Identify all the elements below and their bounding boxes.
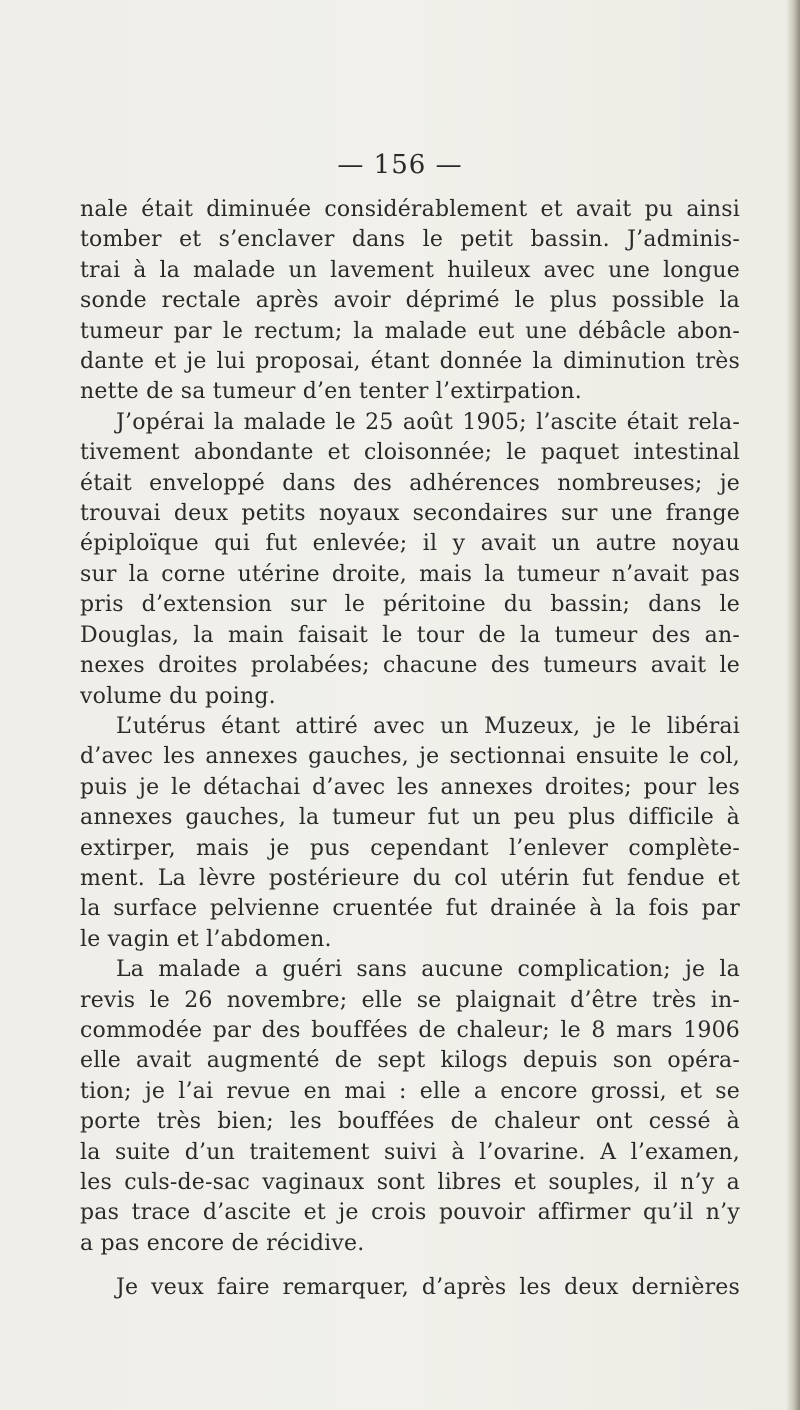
body-text <box>80 195 740 1304</box>
text-line: commodée par des bouffées de chaleur; le 8 mars 1906 <box>80 1017 740 1043</box>
text-line: les culs-de-sac vaginaux sont libres et souples, il n’y a <box>80 1170 740 1195</box>
text-line: épiploïque qui fut enlevée; il y avait un autre noyau <box>80 531 740 557</box>
text-line: J’opérai la malade le 25 août 1905; l’ascite était rela- <box>116 409 740 435</box>
paragraph-gap <box>80 1259 740 1273</box>
text-line: était enveloppé dans des adhérences nombreuses; je <box>80 470 740 496</box>
text-line: L’utérus étant attiré avec un Muzeux, je le libérai <box>116 713 740 739</box>
page-edge-shadow <box>786 0 800 1410</box>
text-line: sur la corne utérine droite, mais la tumeur n’avait pas <box>80 561 740 587</box>
text-line: a pas encore de récidive. <box>80 1230 365 1256</box>
text-line: sonde rectale après avoir déprimé le plus possible la <box>80 288 740 314</box>
text-line: pas trace d’ascite et je crois pouvoir affirmer qu’il n’y <box>80 1200 740 1226</box>
text-line: tumeur par le rectum; la malade eut une débâcle abon- <box>80 318 740 344</box>
text-line: puis je le détachai d’avec les annexes droites; pour les <box>80 774 740 800</box>
text-line: annexes gauches, la tumeur fut un peu plus difficile à <box>80 805 740 831</box>
text-line: la suite d’un traitement suivi à l’ovarine. A l’examen, <box>80 1139 740 1165</box>
page-number: — 156 — <box>337 150 463 180</box>
text-line: tion; je l’ai revue en mai : elle a encore grossi, et se <box>80 1078 740 1104</box>
text-line: elle avait augmenté de sept kilogs depuis son opéra- <box>80 1048 740 1074</box>
text-line: revis le 26 novembre; elle se plaignait d’être très in- <box>80 987 740 1013</box>
text-line: pris d’extension sur le péritoine du bassin; dans le <box>80 592 740 618</box>
text-line: Douglas, la main faisait le tour de la tumeur des an- <box>80 622 740 648</box>
text-line: tivement abondante et cloisonnée; le paquet intestinal <box>80 440 740 466</box>
text-line: extirper, mais je pus cependant l’enlever complète- <box>80 835 740 861</box>
text-line: la surface pelvienne cruentée fut drainée à la fois par <box>80 896 740 922</box>
text-line: tomber et s’enclaver dans le petit bassin. J’adminis- <box>80 227 740 253</box>
text-line: Je veux faire remarquer, d’après les deux dernières <box>116 1275 740 1301</box>
text-line: porte très bien; les bouffées de chaleur ont cessé à <box>80 1109 740 1135</box>
text-line: volume du poing. <box>80 683 276 709</box>
text-line: nexes droites prolabées; chacune des tumeurs avait le <box>80 653 740 679</box>
text-line: trouvai deux petits noyaux secondaires sur une frange <box>80 501 740 527</box>
text-line: trai à la malade un lavement huileux avec une longue <box>80 257 740 283</box>
text-line: ment. La lèvre postérieure du col utérin fut fendue et <box>80 865 740 891</box>
text-line: dante et je lui proposai, étant donnée la diminution très <box>80 349 740 375</box>
text-line: le vagin et l’abdomen. <box>80 926 332 952</box>
text-line: La malade a guéri sans aucune complication; je la <box>116 957 740 983</box>
text-line: nette de sa tumeur d’en tenter l’extirpation. <box>80 379 582 405</box>
text-line: nale était diminuée considérablement et avait pu ainsi <box>80 197 740 222</box>
text-line: d’avec les annexes gauches, je sectionnai ensuite le col, <box>80 744 740 770</box>
